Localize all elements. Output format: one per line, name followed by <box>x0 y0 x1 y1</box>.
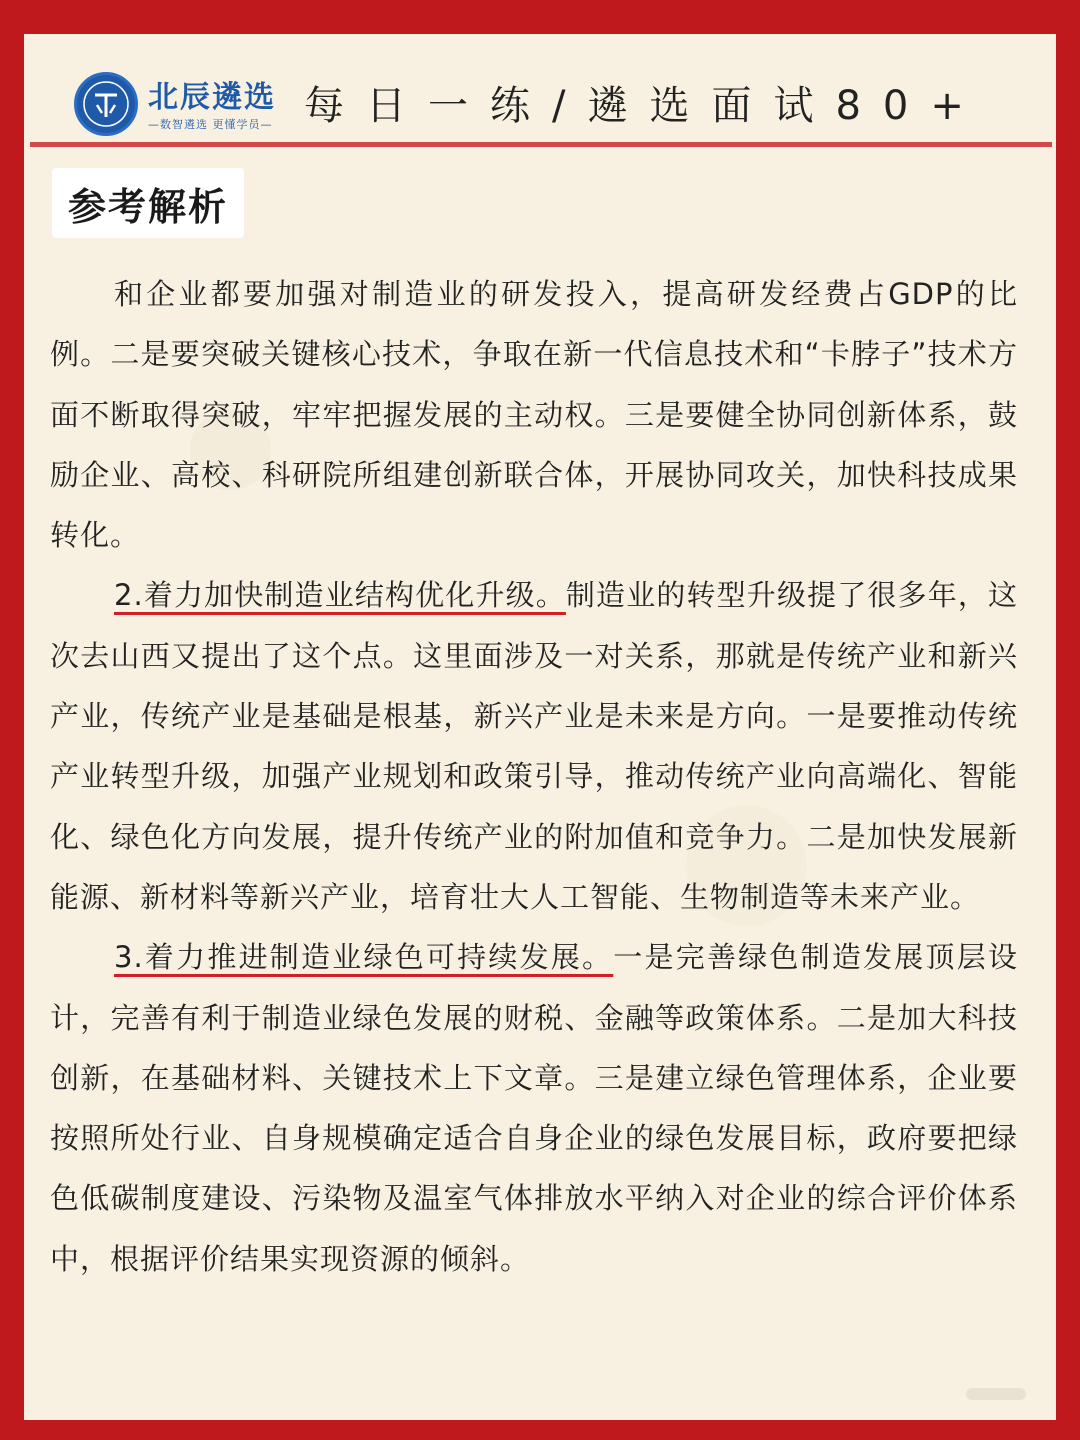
brand-logo-icon <box>74 72 138 136</box>
paragraph-2-body: 制造业的转型升级提了很多年，这次去山西又提出了这个点。这里面涉及一对关系，那就是传统产业和新兴产业，传统产业是基础是根基，新兴产业是未来是方向。一是要推动传统产业转型升级，加强产业规划和政策引导，推动传统产业向高端化、智能化、绿色化方向发展，提升传统产业的附加值和竞争力。二是加快发展新能源、新材料等新兴产业，培育壮大人工智能、生物制造等未来产业。 <box>50 578 1018 914</box>
header <box>48 52 1048 152</box>
page-paper <box>24 34 1056 1420</box>
paragraph-2-heading: 2.着力加快制造业结构优化升级。 <box>114 578 566 613</box>
page-title: 每日一练/遴选面试80+ <box>304 83 986 129</box>
paragraph-1: 和企业都要加强对制造业的研发投入，提高研发经费占GDP的比例。二是要突破关键核心技术，争取在新一代信息技术和“卡脖子”技术方面不断取得突破，牢牢把握发展的主动权。三是要健全协同创新体系，鼓励企业、高校、科研院所组建创新联合体，开展协同攻关，加快科技成果转化。 <box>50 277 1018 553</box>
section-tag: 参考解析 <box>52 168 244 238</box>
paragraph-3 <box>50 927 1018 1289</box>
paragraph-2 <box>50 565 1018 927</box>
brand-slogan: —数智遴选 更懂学员— <box>148 118 273 131</box>
header-divider <box>30 142 1052 147</box>
watermark-mark <box>966 1388 1026 1400</box>
article-body <box>50 264 1018 1289</box>
brand-name: 北辰遴选 <box>148 80 276 115</box>
paragraph-3-body: 一是完善绿色制造发展顶层设计，完善有利于制造业绿色发展的财税、金融等政策体系。二是加大科技创新，在基础材料、关键技术上下文章。三是建立绿色管理体系，企业要按照所处行业、自身规模确定适合自身企业的绿色发展目标，政府要把绿色低碳制度建设、污染物及温室气体排放水平纳入对企业的综合评价体系中，根据评价结果实现资源的倾斜。 <box>50 940 1018 1276</box>
paragraph-3-heading: 3.着力推进制造业绿色可持续发展。 <box>114 940 614 975</box>
